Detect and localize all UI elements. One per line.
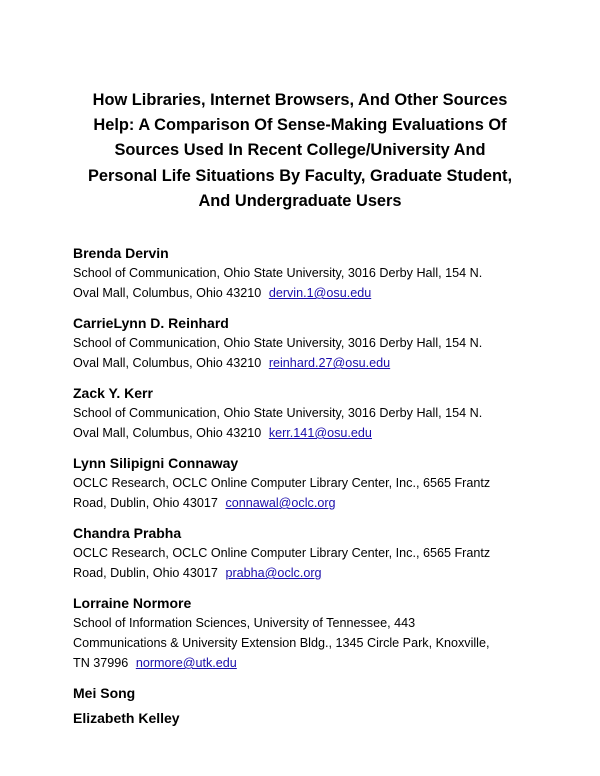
title-line: Help: A Comparison Of Sense-Making Evaluations Of	[93, 116, 507, 135]
author-name: Mei Song	[73, 685, 136, 701]
author-email-link[interactable]: connawal@oclc.org	[225, 496, 336, 510]
affiliation-line: School of Communication, Ohio State University, 3016 Derby Hall, 154 N.	[73, 266, 483, 280]
author-email-link[interactable]: prabha@oclc.org	[225, 566, 322, 580]
author-block-prabha	[73, 523, 533, 583]
affiliation-line: TN 37996 normore@utk.edu	[73, 656, 237, 670]
affiliation-line: Communications & University Extension Bldg., 1345 Circle Park, Knoxville,	[73, 636, 490, 650]
author-name: Zack Y. Kerr	[73, 385, 153, 401]
affiliation-line: OCLC Research, OCLC Online Computer Library Center, Inc., 6565 Frantz	[73, 476, 491, 490]
author-name: CarrieLynn D. Reinhard	[73, 315, 229, 331]
author-name: Chandra Prabha	[73, 525, 182, 541]
author-name: Lynn Silipigni Connaway	[73, 455, 239, 471]
author-affiliation	[73, 613, 533, 673]
author-email-link[interactable]: kerr.141@osu.edu	[268, 426, 372, 440]
affiliation-line: School of Communication, Ohio State University, 3016 Derby Hall, 154 N.	[73, 336, 483, 350]
author-block-kerr	[73, 383, 533, 443]
author-block-song	[73, 683, 533, 703]
title-line: How Libraries, Internet Browsers, And Other Sources	[92, 91, 508, 109]
author-block-normore	[73, 593, 533, 673]
author-block-dervin	[73, 243, 533, 303]
affiliation-line: Oval Mall, Columbus, Ohio 43210 reinhard.27@osu.edu	[73, 356, 391, 370]
author-block-connaway	[73, 453, 533, 513]
author-block-reinhard	[73, 313, 533, 373]
title-line: And Undergraduate Users	[198, 191, 402, 210]
author-email-link[interactable]: reinhard.27@osu.edu	[268, 356, 391, 370]
author-affiliation	[73, 263, 533, 303]
author-email-link[interactable]: normore@utk.edu	[135, 656, 237, 670]
affiliation-line: OCLC Research, OCLC Online Computer Library Center, Inc., 6565 Frantz	[73, 546, 491, 560]
affiliation-line: Oval Mall, Columbus, Ohio 43210 dervin.1@osu.edu	[73, 286, 372, 300]
affiliation-line: School of Communication, Ohio State University, 3016 Derby Hall, 154 N.	[73, 406, 483, 420]
affiliation-line: Oval Mall, Columbus, Ohio 43210 kerr.141@osu.edu	[73, 426, 372, 440]
author-name: Lorraine Normore	[73, 595, 192, 611]
paper-title	[60, 88, 540, 214]
title-line: Personal Life Situations By Faculty, Graduate Student,	[87, 166, 513, 185]
author-affiliation	[73, 473, 533, 513]
author-name: Brenda Dervin	[73, 245, 169, 261]
author-name: Elizabeth Kelley	[73, 710, 180, 726]
author-block-kelley	[73, 708, 533, 728]
title-line: Sources Used In Recent College/University And	[114, 141, 486, 160]
affiliation-line: School of Information Sciences, University of Tennessee, 443	[73, 616, 416, 630]
affiliation-line: Road, Dublin, Ohio 43017 prabha@oclc.org	[73, 566, 322, 580]
author-affiliation	[73, 333, 533, 373]
affiliation-line: Road, Dublin, Ohio 43017 connawal@oclc.org	[73, 496, 336, 510]
author-affiliation	[73, 403, 533, 443]
author-email-link[interactable]: dervin.1@osu.edu	[268, 286, 372, 300]
author-affiliation	[73, 543, 533, 583]
